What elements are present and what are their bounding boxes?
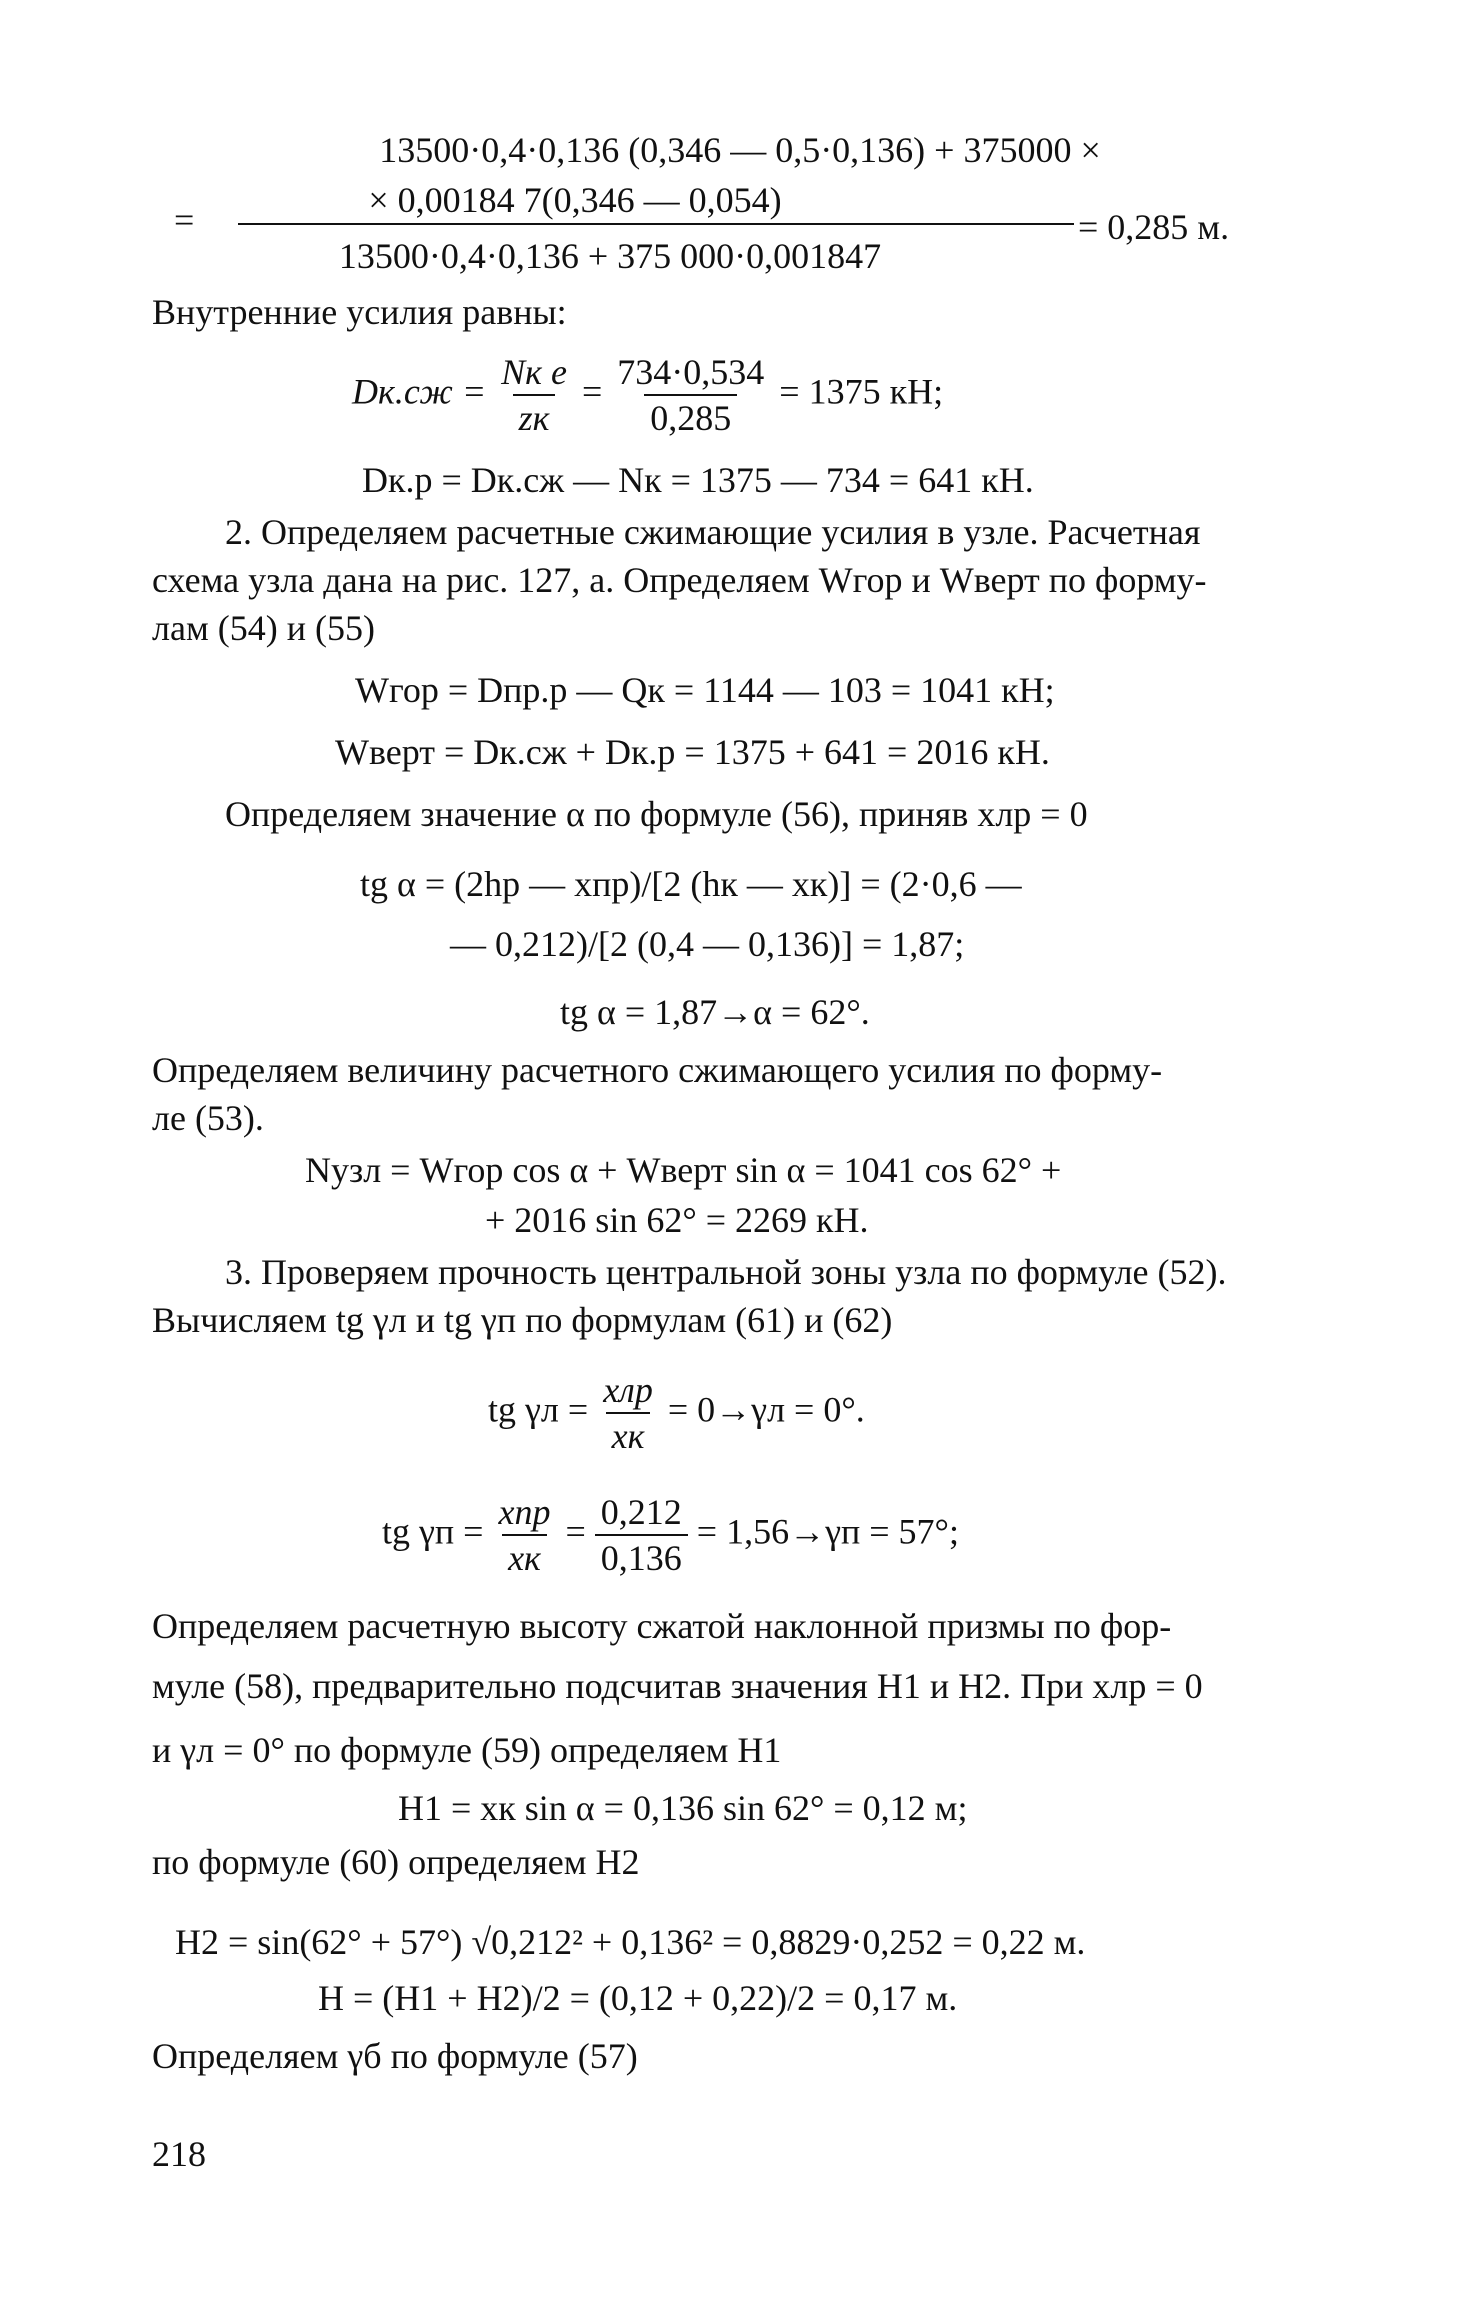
paragraph-2-line2: схема узла дана на рис. 127, а. Определяем Wгор и Wверт по форму- [152,560,1207,600]
equation-tg-gamma-left [488,1368,865,1458]
eq12-f2-den: 0,136 [595,1534,688,1580]
eq1-denominator: 13500·0,4·0,136 + 375 000·0,001847 [338,236,882,276]
eq11-result: = 0→γл = 0°. [667,1389,865,1430]
paragraph-h2: по формуле (60) определяем H2 [152,1842,640,1882]
eq2-f1-den: zк [518,398,550,438]
eq11-fraction [597,1368,659,1458]
equation-w-horizontal: Wгор = Dпр.р — Qк = 1144 — 103 = 1041 кН; [355,670,1055,710]
paragraph-2-line3: лам (54) и (55) [152,608,375,648]
equation-d-compression [352,350,943,440]
paragraph-force-line2: ле (53). [152,1098,264,1138]
paragraph-force-line1: Определяем величину расчетного сжимающего усилия по форму- [152,1050,1163,1090]
eq2-result: = 1375 кН; [779,371,944,412]
paragraph-3-line1: 3. Проверяем прочность центральной зоны узла по формуле (52). [225,1252,1227,1292]
equation-d-tension: Dк.р = Dк.сж — Nк = 1375 — 734 = 641 кН. [362,460,1034,500]
eq1-result: = 0,285 м. [1078,207,1230,247]
paragraph-2-line1: 2. Определяем расчетные сжимающие усилия в узле. Расчетная [225,512,1201,552]
paragraph-height-line3: и γл = 0° по формуле (59) определяем H1 [152,1730,782,1770]
eq11-lhs: tg γл = [488,1389,589,1430]
eq12-lhs: tg γп = [382,1511,484,1552]
paragraph-gamma-b: Определяем γб по формуле (57) [152,2036,638,2076]
eq1-numerator-line1: 13500·0,4·0,136 (0,346 — 0,5·0,136) + 375000 × [379,130,1101,170]
equation-tg-alpha-result: tg α = 1,87→α = 62°. [560,992,870,1032]
eq12-f1-den: xк [508,1538,541,1578]
paragraph-3-line2: Вычисляем tg γл и tg γп по формулам (61) и (62) [152,1300,893,1340]
eq2-fraction-2 [611,350,770,440]
eq1-lhs: = [174,200,195,240]
eq2-f1-num: Nк e [501,352,567,392]
equation-tg-alpha-1: tg α = (2hр — xпр)/[2 (hк — xк)] = (2·0,6 — [360,864,1022,904]
eq11-num: xлр [603,1370,653,1410]
eq2-equals: = [581,371,603,412]
eq12-fraction-2 [595,1490,688,1580]
eq12-f1-num: xпр [498,1492,551,1532]
page-number: 218 [152,2134,206,2174]
eq12-f2-num: 0,212 [600,1492,682,1532]
eq12-fraction-1 [492,1490,556,1580]
paragraph-internal-forces: Внутренние усилия равны: [152,292,567,332]
paragraph-height-line1: Определяем расчетную высоту сжатой наклонной призмы по фор- [152,1606,1172,1646]
eq2-fraction-1 [495,350,573,440]
paragraph-height-line2: муле (58), предварительно подсчитав значения H1 и H2. При xлр = 0 [152,1666,1203,1706]
eq2-f2-den: 0,285 [644,394,737,440]
equation-tg-alpha-2: — 0,212)/[2 (0,4 — 0,136)] = 1,87; [450,924,965,964]
eq1-fraction-bar [238,223,1074,225]
equation-n-node-1: Nузл = Wгор cos α + Wверт sin α = 1041 cos 62° + [305,1150,1062,1190]
equation-h1: H1 = xк sin α = 0,136 sin 62° = 0,12 м; [398,1788,968,1828]
equation-h: H = (H1 + H2)/2 = (0,12 + 0,22)/2 = 0,17 м. [318,1978,958,2018]
equation-n-node-2: + 2016 sin 62° = 2269 кН. [485,1200,869,1240]
eq11-den: xк [611,1416,645,1456]
eq2-lhs: Dк.сж = [352,371,487,412]
paragraph-alpha: Определяем значение α по формуле (56), приняв xлр = 0 [225,794,1088,834]
equation-w-vertical: Wверт = Dк.сж + Dк.р = 1375 + 641 = 2016 кН. [335,732,1050,772]
eq2-f2-num: 734·0,534 [617,352,765,392]
eq12-result: = 1,56→γп = 57°; [696,1511,959,1552]
equation-h2: H2 = sin(62° + 57°) √0,212² + 0,136² = 0,8829·0,252 = 0,22 м. [175,1922,1086,1962]
equation-tg-gamma-right [382,1490,959,1580]
eq12-equals: = [565,1511,586,1552]
eq1-numerator-line2: × 0,00184 7(0,346 — 0,054) [368,180,782,220]
